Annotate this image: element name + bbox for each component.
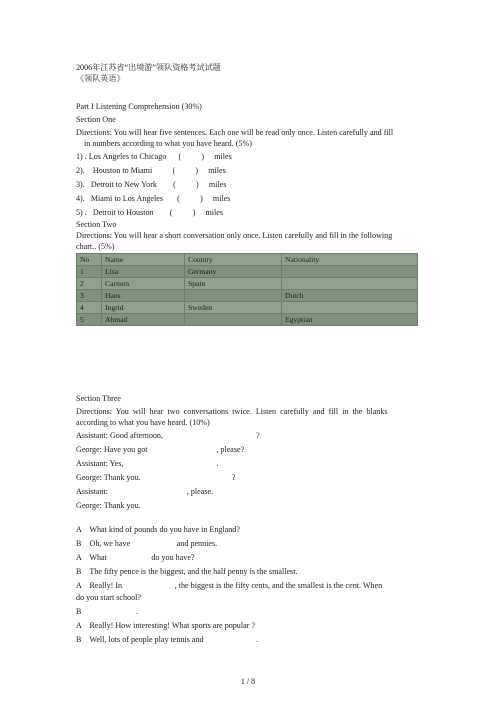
section-three-directions: Directions: You will hear two conversations twice. Listen carefully and fill in the blanks (76, 407, 388, 416)
section-two-title: Section Two (76, 220, 117, 229)
question-item: 4). Miami to Los Angeles ( ) miles (76, 194, 231, 203)
table-row (77, 266, 418, 278)
part-heading: Part I Listening Comprehension (30%) (76, 102, 202, 111)
nationality-chart (76, 253, 418, 326)
exam-subtitle: 《领队英语》 (76, 74, 125, 83)
section-one-directions-cont: in numbers according to what you have heard. (5%) (84, 139, 252, 148)
table-row (77, 290, 418, 302)
table-cell[interactable] (185, 314, 282, 326)
section-two-directions: Directions: You will hear a short conversation only once. Listen carefully and fill in the following (76, 231, 393, 240)
dialog-line: B Well, lots of people play tennis and . (76, 635, 259, 644)
table-cell[interactable] (282, 302, 418, 314)
table-cell: Egyptian (282, 314, 418, 326)
dialog-line: B . (76, 607, 139, 616)
dialog-line: B The fifty pence is the biggest, and the half penny is the smallest. (76, 567, 298, 576)
table-cell: 3 (77, 290, 102, 302)
dialog-line: A Really! How interesting! What sports are popular ? (76, 621, 255, 630)
table-row (77, 278, 418, 290)
table-cell: 5 (77, 314, 102, 326)
section-three-title: Section Three (76, 394, 122, 403)
dialog-line: Assistant: Yes, . (76, 459, 219, 468)
table-header: Country (185, 254, 282, 266)
table-cell: 2 (77, 278, 102, 290)
table-cell: Germany (185, 266, 282, 278)
table-cell: Ahmad (102, 314, 185, 326)
page-number: 1 / 8 (240, 677, 256, 686)
dialog-line: B Oh, we have and pennies. (76, 539, 218, 548)
table-cell: Hans (102, 290, 185, 302)
dialog-line: Assistant: , please. (76, 487, 214, 496)
table-row (77, 302, 418, 314)
question-item: 5) . Detroit to Houston ( ) miles (76, 208, 224, 217)
table-cell: 4 (77, 302, 102, 314)
section-one-directions: Directions: You will hear five sentences. Each one will be read only once. Listen carefully and fill (76, 128, 394, 137)
dialog-line: A What kind of pounds do you have in England? (76, 525, 240, 534)
table-cell: Sweden (185, 302, 282, 314)
section-three-directions-cont: according to what you have heard. (10%) (76, 418, 210, 427)
dialog-line: George: Thank you. ? (76, 473, 236, 482)
table-cell[interactable] (282, 278, 418, 290)
dialog-line: A What do you have? (76, 553, 195, 562)
question-item: 1) . Los Angeles to Chicago ( ) miles (76, 152, 232, 161)
table-row (77, 314, 418, 326)
table-header: Nationality (282, 254, 418, 266)
table-cell[interactable] (185, 290, 282, 302)
dialog-line: Assistant: Good afternoon, ? (76, 431, 260, 440)
dialog-line: George: Thank you. (76, 501, 141, 510)
table-cell: Carmen (102, 278, 185, 290)
table-header: Name (102, 254, 185, 266)
table-header: No (77, 254, 102, 266)
table-cell[interactable] (282, 266, 418, 278)
question-item: 2). Houston to Miami ( ) miles (76, 166, 226, 175)
dialog-line: A Really! In , the biggest is the fifty cents, and the smallest is the cent. When (76, 581, 383, 590)
dialog-line: George: Have you got , please? (76, 445, 245, 454)
table-cell: Ingrid (102, 302, 185, 314)
table-cell: 1 (77, 266, 102, 278)
dialog-line: do you start school? (76, 593, 141, 602)
table-cell: Spain (185, 278, 282, 290)
table-cell: Dutch (282, 290, 418, 302)
question-item: 3). Detroit to New York ( ) miles (76, 180, 227, 189)
section-two-directions-cont: chart.. (5%) (76, 242, 115, 251)
exam-title: 2006年江苏省“出境游”领队资格考试试题 (76, 63, 221, 72)
table-cell: Lisa (102, 266, 185, 278)
section-one-title: Section One (76, 115, 116, 124)
